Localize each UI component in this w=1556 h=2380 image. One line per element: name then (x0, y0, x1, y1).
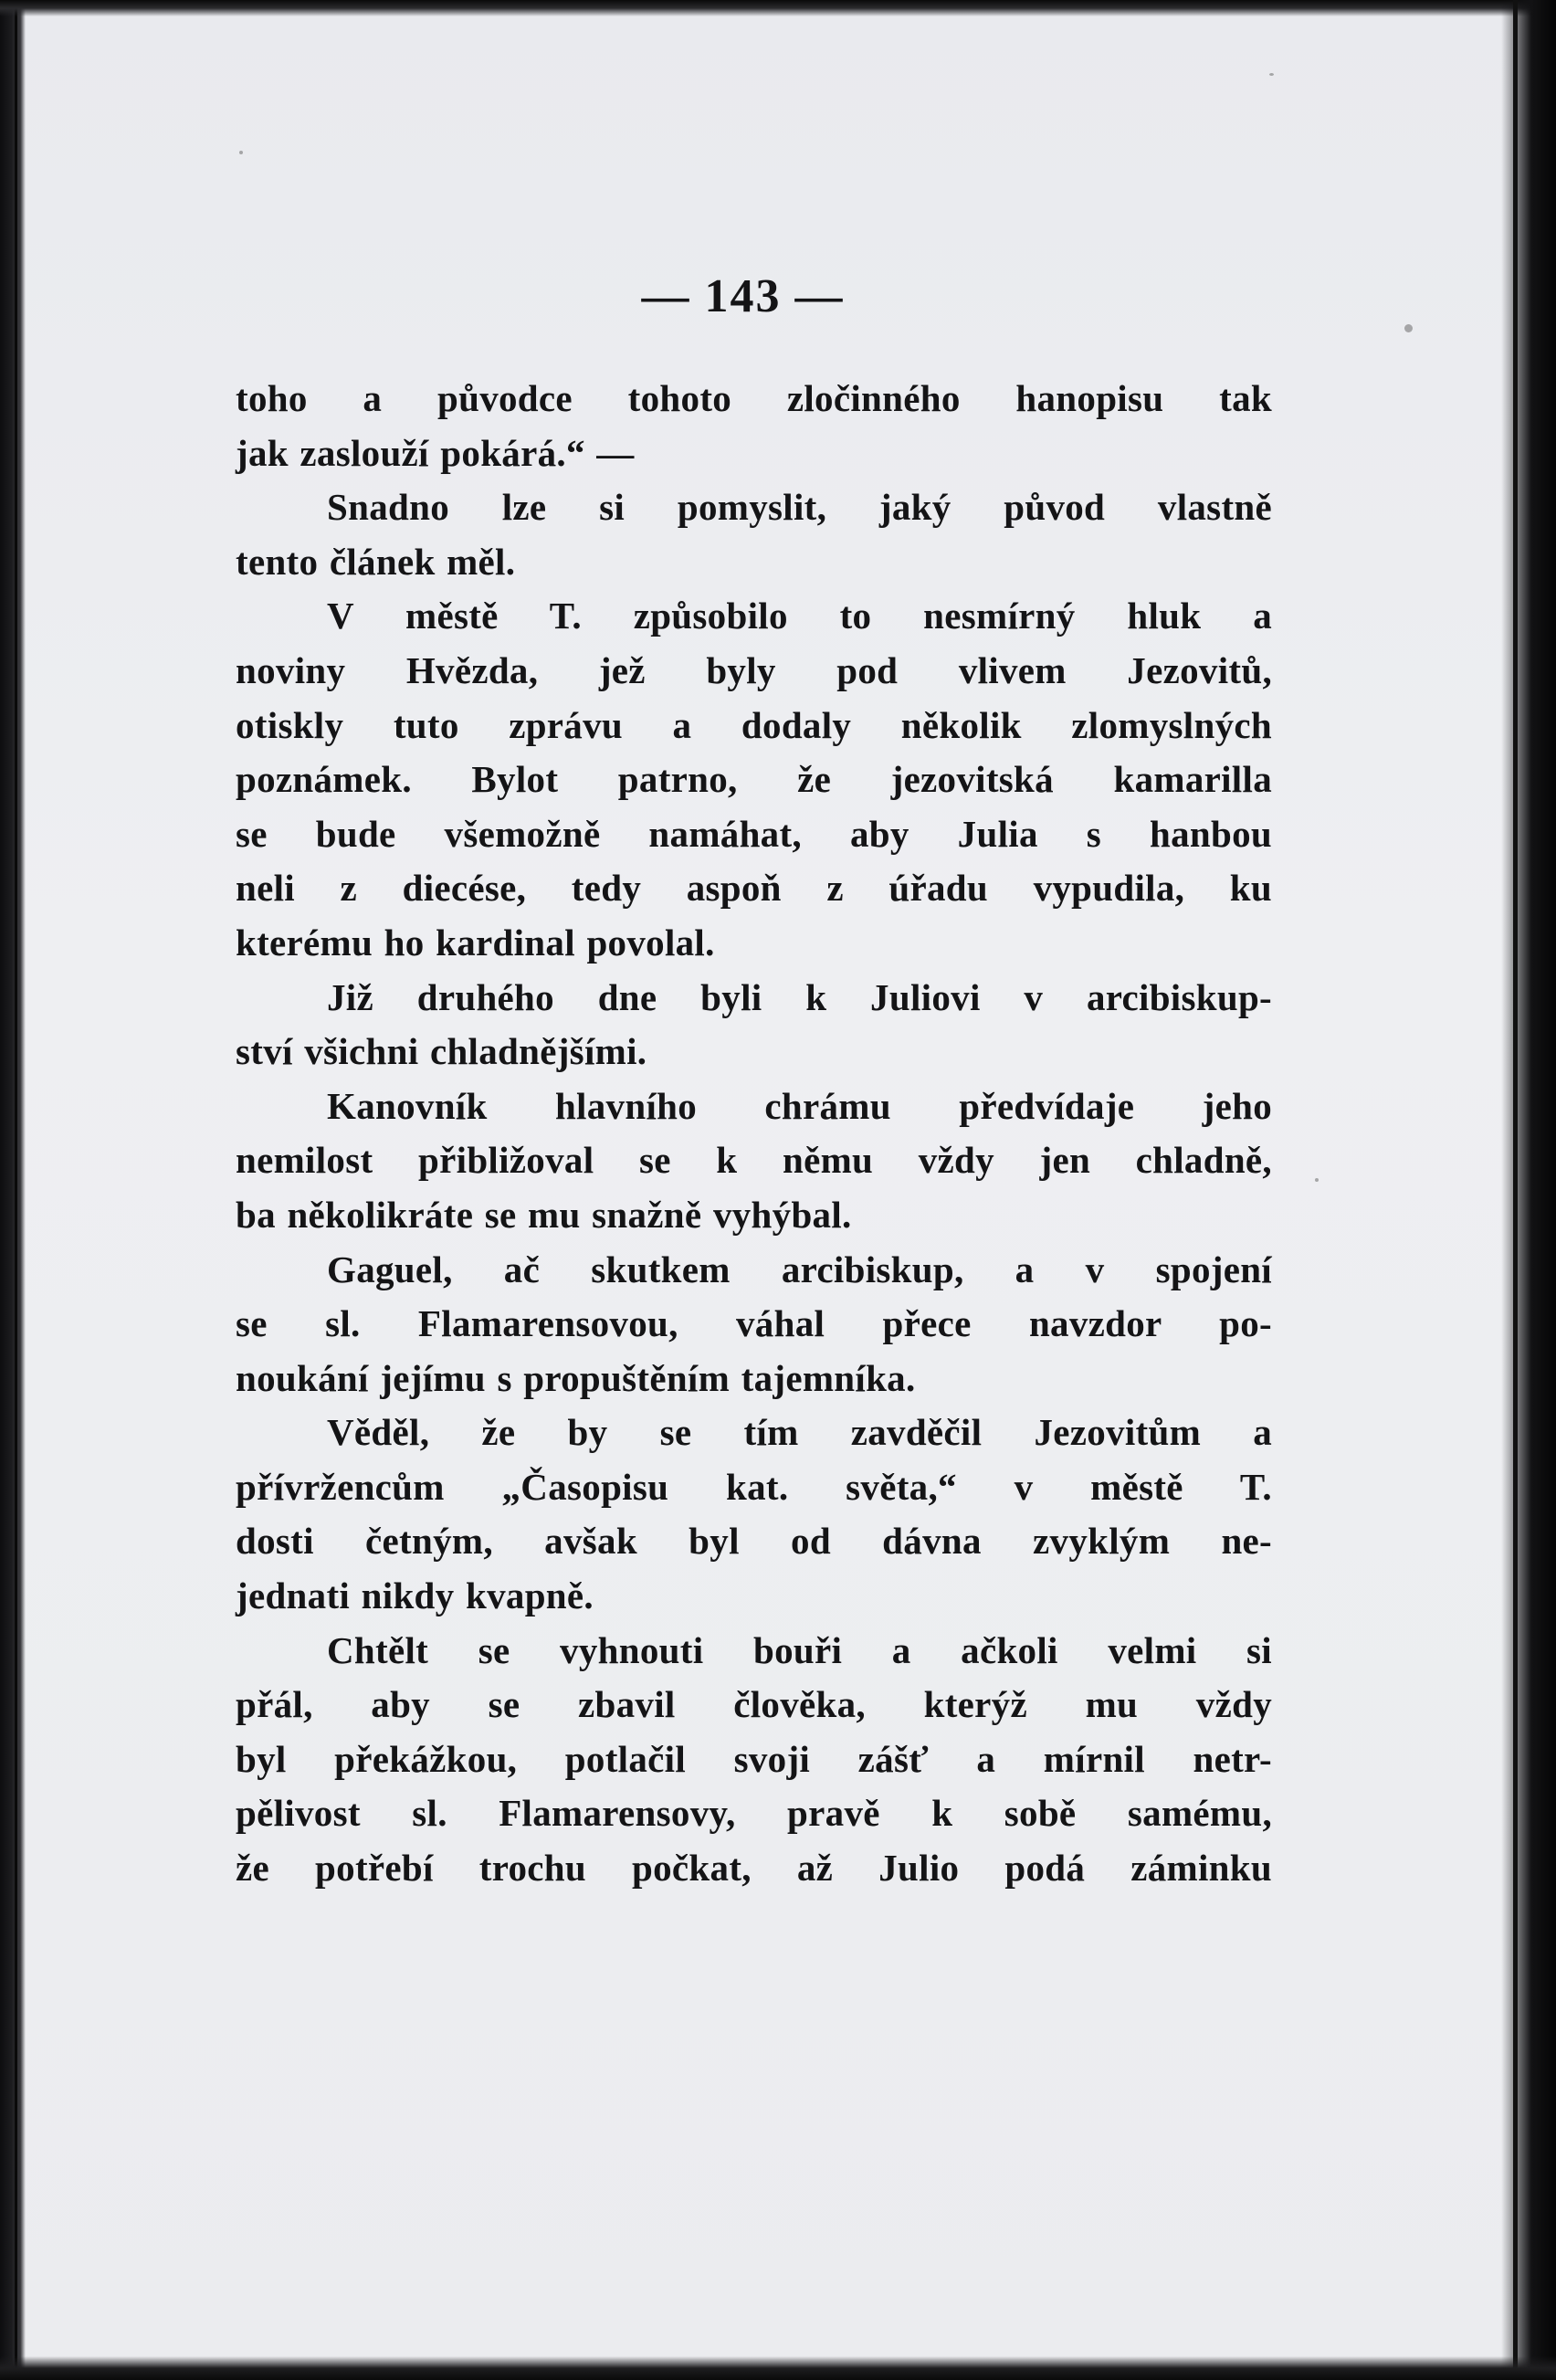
right-edge-line (1513, 0, 1518, 2380)
text-line: noukání jejímu s propuštěním tajemníka. (236, 1356, 916, 1399)
bottom-page-edge (0, 2356, 1556, 2380)
text-line: jednati nikdy kvapně. (236, 1574, 594, 1617)
text-line: dosti četným, avšak byl od dávna zvyklým ne- (236, 1520, 1272, 1563)
text-line: že potřebí trochu počkat, až Julio podá záminku (236, 1847, 1272, 1890)
text-line: kterému ho kardinal povolal. (236, 921, 715, 964)
text-line: V městě T. způsobilo to nesmírný hluk a (327, 595, 1272, 637)
text-line: byl překážkou, potlačil svoji zášť a mírnil netr- (236, 1737, 1272, 1780)
text-line: noviny Hvězda, jež byly pod vlivem Jezovitů, (236, 648, 1272, 691)
text-line: poznámek. Bylot patrno, že jezovitská kamarilla (236, 758, 1272, 801)
text-line: Snadno lze si pomyslit, jaký původ vlastně (327, 486, 1272, 529)
binding-shadow-line (15, 0, 17, 2380)
text-line: se sl. Flamarensovou, váhal přece navzdor po- (236, 1302, 1272, 1345)
text-line: Již druhého dne byli k Juliovi v arcibiskup- (327, 975, 1272, 1018)
text-line: Kanovník hlavního chrámu předvídaje jeho (327, 1084, 1272, 1127)
text-line: přívržencům „Časopisu kat. světa,“ v městě T. (236, 1465, 1272, 1508)
text-line: neli z diecése, tedy aspoň z úřadu vypudila, ku (236, 867, 1272, 910)
page-number: — 143 — (641, 270, 845, 322)
text-line: otiskly tuto zprávu a dodaly několik zlomyslných (236, 703, 1272, 746)
page-text-block (236, 260, 1272, 1896)
text-line: se bude všemožně namáhat, aby Julia s hanbou (236, 812, 1272, 855)
scan-speck (1404, 324, 1413, 332)
text-line: pělivost sl. Flamarensovy, pravě k sobě samému, (236, 1792, 1272, 1835)
text-line: ství všichni chladnějšími. (236, 1030, 647, 1073)
text-line: Gaguel, ač skutkem arcibiskup, a v spojení (327, 1248, 1272, 1290)
text-lines (236, 372, 1272, 1896)
text-line: toho a původce tohoto zločinného hanopisu tak (236, 377, 1272, 419)
right-page-edge (1501, 0, 1556, 2380)
binding-edge (0, 0, 26, 2380)
scan-speck (1269, 73, 1274, 76)
text-line: jak zaslouží pokárá.“ — (236, 431, 635, 474)
text-line: tento článek měl. (236, 540, 516, 583)
text-line: přál, aby se zbavil člověka, kterýž mu vždy (236, 1683, 1272, 1726)
text-line: Chtělt se vyhnouti bouři a ačkoli velmi si (327, 1628, 1272, 1671)
text-line: nemilost přibližoval se k němu vždy jen chladně, (236, 1139, 1272, 1182)
scan-speck (1315, 1178, 1319, 1182)
top-page-edge (0, 0, 1556, 16)
scan-speck (239, 151, 243, 154)
text-line: ba několikráte se mu snažně vyhýbal. (236, 1193, 852, 1236)
text-line: Věděl, že by se tím zavděčil Jezovitům a (327, 1411, 1272, 1454)
